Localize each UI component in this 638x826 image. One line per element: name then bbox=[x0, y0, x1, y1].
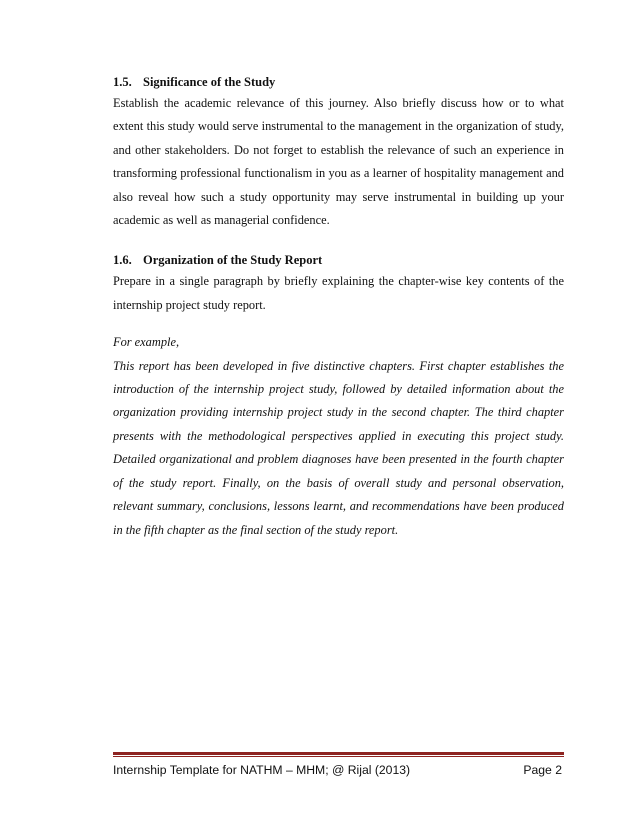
footer-title: Internship Template for NATHM – MHM; @ Rijal (2013) bbox=[113, 763, 411, 777]
section-body-1-5: Establish the academic relevance of this journey. Also briefly discuss how or to what extent this study would serve instrumental to the management in the organization of study, and other stakeholders. Do not forget to establish the relevance of such an experience in transforming professional functionalism in you as a learner of hospitality management and also reveal how such a study opportunity may serve instrumental in building up your academic as well as managerial confidence. bbox=[113, 96, 564, 228]
footer-rule-thin bbox=[113, 756, 564, 757]
section-heading-1-6 bbox=[113, 250, 564, 270]
section-title: Organization of the Study Report bbox=[143, 253, 323, 268]
section-heading-1-5 bbox=[113, 72, 564, 92]
spacer bbox=[113, 317, 564, 331]
example-intro: For example, bbox=[113, 335, 180, 350]
section-body-1-6: Prepare in a single paragraph by briefly explaining the chapter-wise key contents of the internship project study report. bbox=[113, 274, 564, 312]
section-number: 1.6. bbox=[113, 253, 132, 268]
page-number: Page 2 bbox=[523, 763, 562, 777]
page-content bbox=[113, 72, 564, 542]
section-number: 1.5. bbox=[113, 75, 132, 89]
footer-rule bbox=[113, 752, 564, 755]
example-body: This report has been developed in five distinctive chapters. First chapter establishes the introduction of the internship project study, followed by detailed information about the organization providing internship project study in the second chapter. The third chapter presents with the methodological perspectives applied in executing this project study. Detailed organizational and problem diagnoses have been presented in the fourth chapter of the study report. Finally, on the basis of overall study and personal observation, relevant summary, conclusions, lessons learnt, and recommendations have been produced in the fifth chapter as the final section of the study report. bbox=[113, 358, 564, 537]
section-title: Significance of the Study bbox=[143, 75, 276, 89]
page-footer bbox=[113, 760, 564, 780]
spacer bbox=[113, 232, 564, 250]
